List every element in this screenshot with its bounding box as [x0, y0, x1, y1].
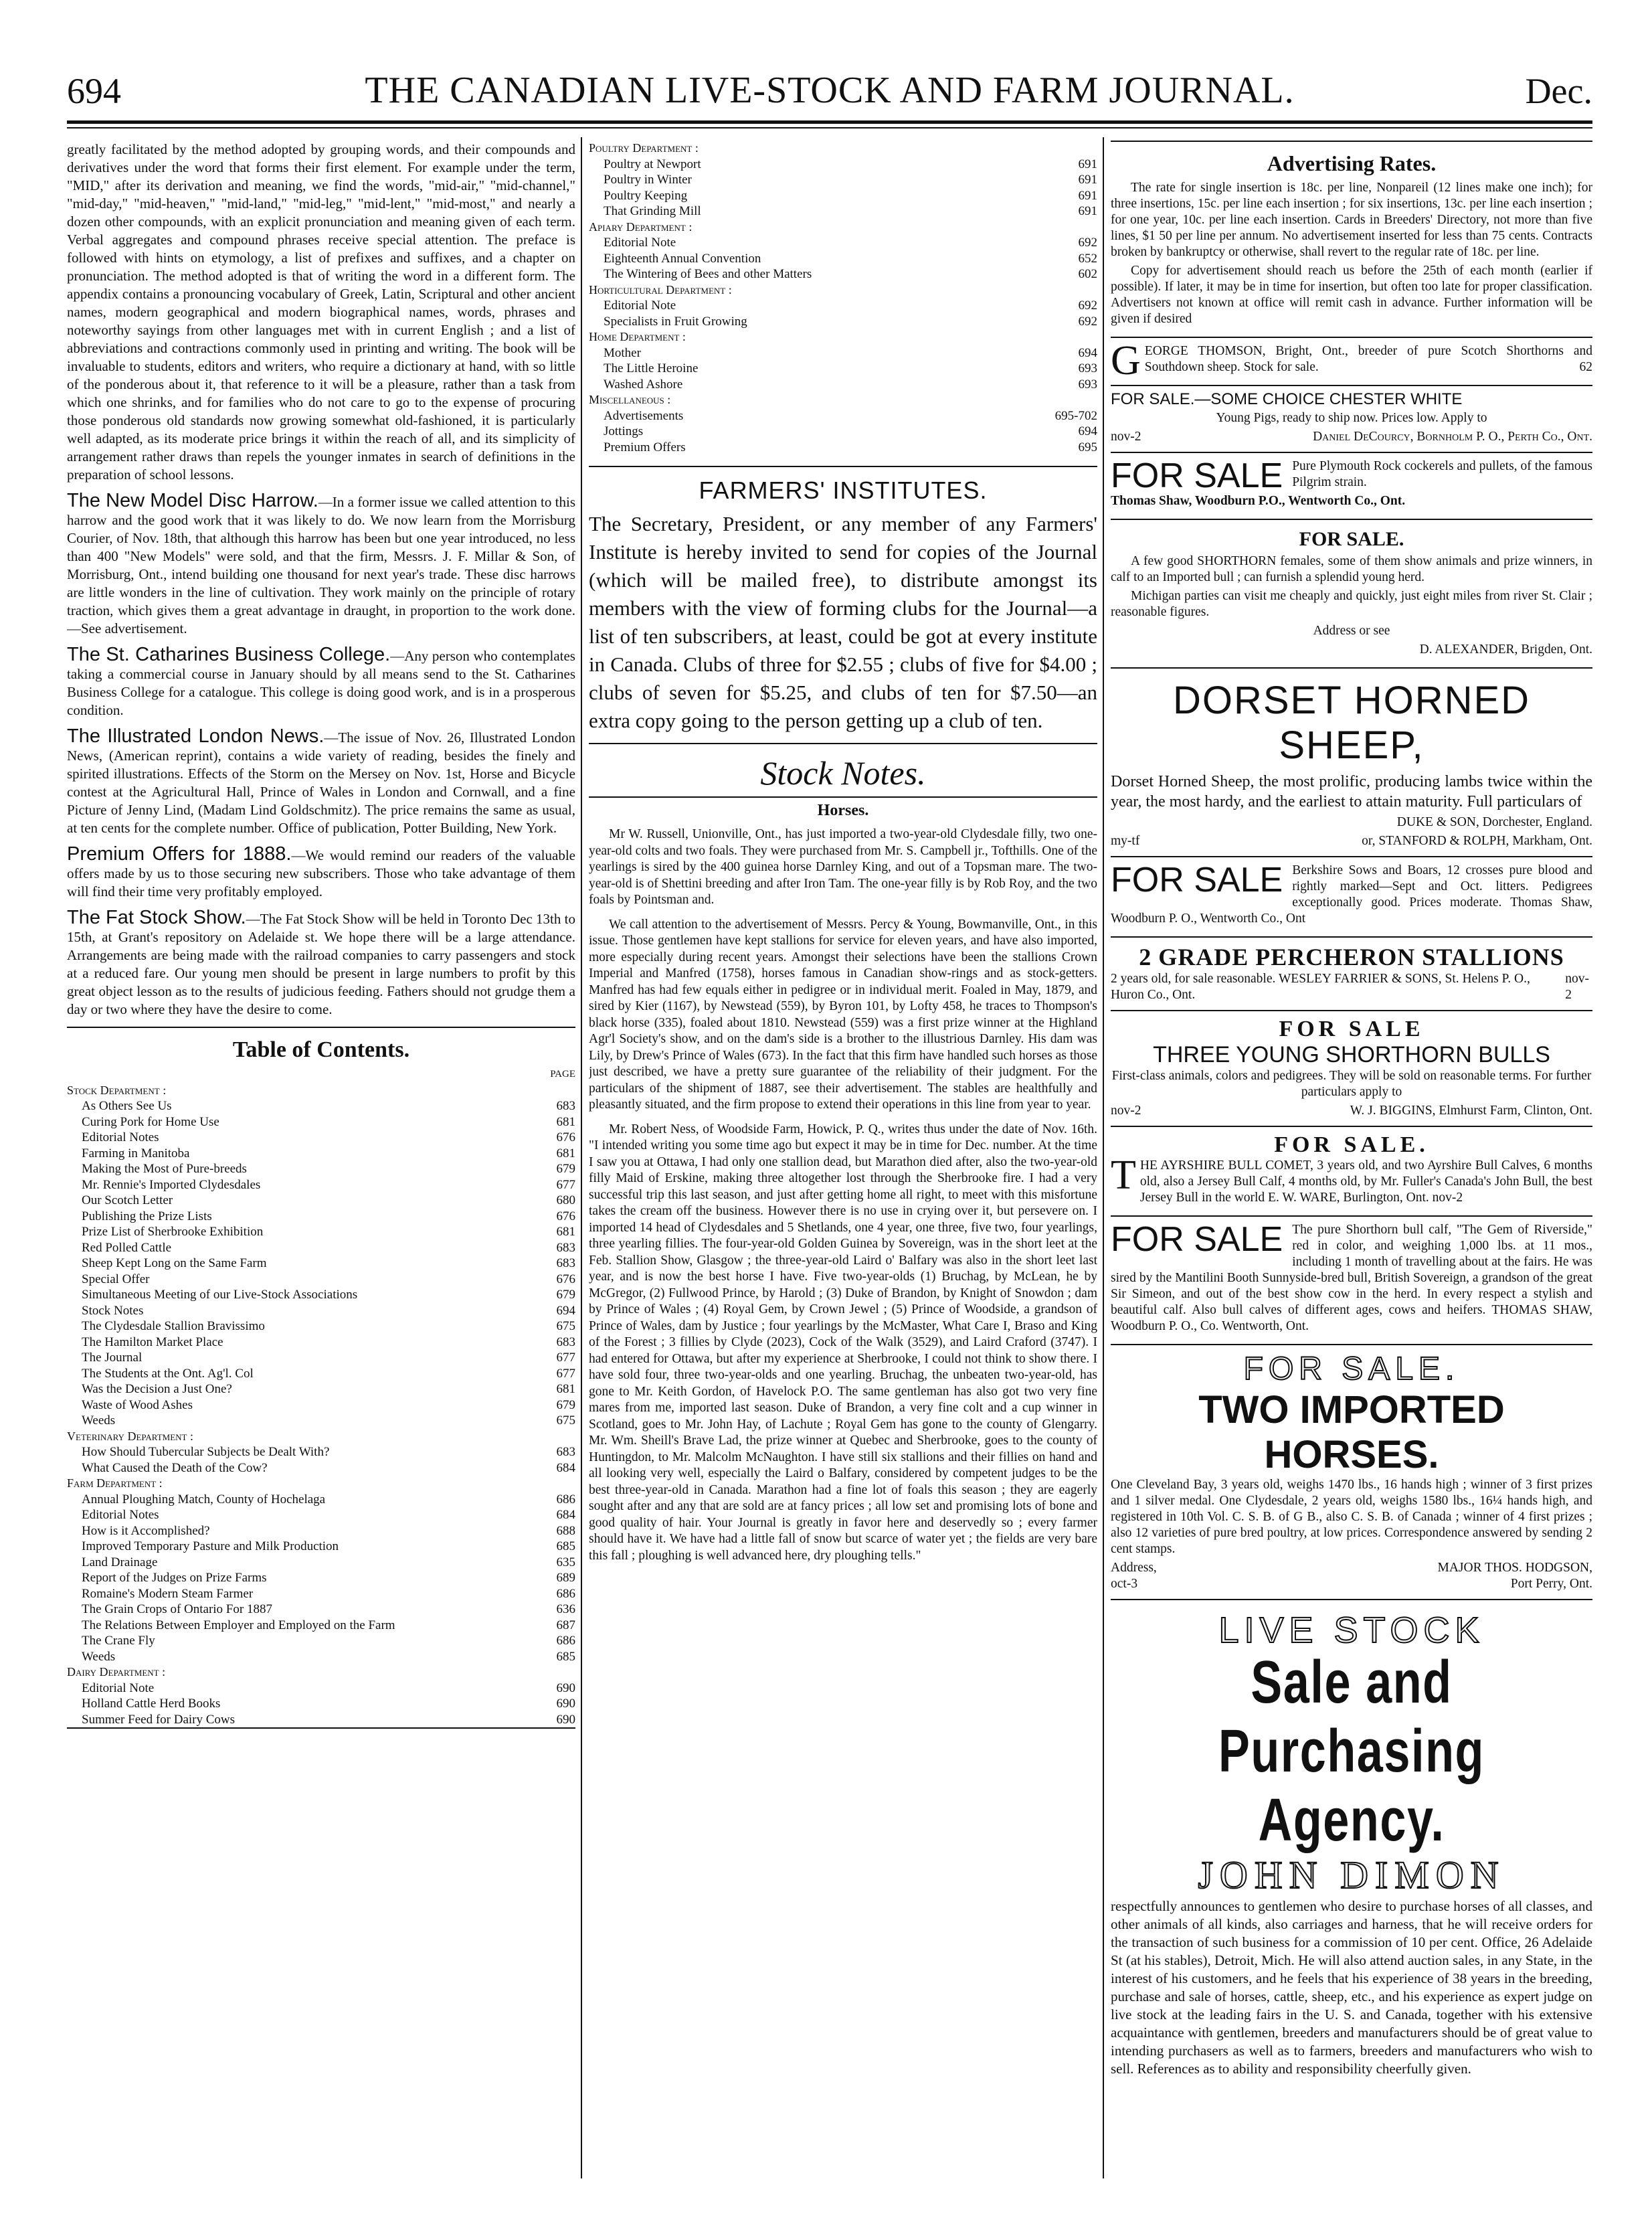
ad-heading: DORSET HORNED SHEEP, — [1172, 679, 1531, 767]
article-body: —The Fat Stock Show will be held in Toronto Dec 13th to 15th, at Grant's repository on Adelaide st. We hope there will be a large attendance. Arrangements are being made with the railroad companies to carry passengers and stock at a reduced fare. Our young men should be present in large numbers to profit by this great object lesson as to the results of judicious feeding. Fathers should not grudge them a day or two where they have the desire to come. — [67, 911, 575, 1017]
header-rule-thin — [67, 127, 1592, 128]
ware-ad — [1111, 1127, 1592, 1217]
toc-entry-page: 683 — [556, 1335, 575, 1349]
fatstock-article — [67, 909, 575, 1019]
toc-department: Farm Department : — [67, 1476, 163, 1490]
ad-heading: FOR SALE.—SOME CHOICE CHESTER WHITE — [1111, 390, 1463, 408]
toc-list-continued — [589, 141, 1097, 455]
toc-entry-title: Holland Cattle Herd Books — [82, 1697, 221, 1711]
ad-text: The pure Shorthorn bull calf, "The Gem of Riverside," red in color, and weighing 1,000 lbs. at 11 mos., including 1 month of travelling about at the fairs. He was sired by the Mantilini Booth Sunnyside-bred bull, British Sovereign, a grandson of the great Sir Simeon, and out of the best show cow in the herd. In every respect a stylish and beautiful calf. Also bull calves of different ages, cows and heifers. THOMAS SHAW, Woodburn P. O., Co. Wentworth, Ont. — [1111, 1223, 1592, 1333]
ad-text: Pure Plymouth Rock cockerels and pullets, of the famous Pilgrim strain. — [1292, 459, 1592, 489]
toc-entry — [67, 1335, 575, 1351]
toc-entry — [67, 1696, 575, 1712]
toc-entry-page: 695 — [1078, 440, 1097, 454]
toc-entry-title: The Little Heroine — [604, 361, 699, 375]
toc-entry — [67, 1586, 575, 1602]
toc-entry-title: What Caused the Death of the Cow? — [82, 1460, 268, 1475]
ad-text: A few good SHORTHORN females, some of them show animals and prize winners, in calf to an Imported bull ; can furnish a splendid young herd. — [1111, 554, 1592, 584]
left-column — [67, 141, 575, 1729]
column-divider — [1103, 137, 1104, 2178]
toc-entry-page: 691 — [1078, 173, 1097, 187]
toc-entry — [67, 1224, 575, 1240]
ad-subheading: TWO IMPORTED HORSES. — [1198, 1388, 1505, 1476]
toc-entry-title: Farming in Manitoba — [82, 1146, 190, 1160]
toc-entry — [67, 1098, 575, 1114]
toc-entry-page: 683 — [556, 1445, 575, 1459]
toc-entry-title: Eighteenth Annual Convention — [604, 251, 761, 266]
toc-entry-title: Jottings — [604, 424, 644, 438]
article-heading: The St. Catharines Business College. — [67, 644, 391, 665]
toc-entry-title: Mother — [604, 345, 641, 360]
for-sale-label: FOR SALE — [1111, 456, 1283, 495]
toc-entry-title: Stock Notes — [82, 1303, 144, 1318]
toc-entry — [589, 172, 1097, 188]
toc-entry-title: Advertisements — [604, 408, 684, 423]
toc-entry — [67, 1539, 575, 1555]
toc-entry-page: 690 — [556, 1712, 575, 1727]
dimon-ad — [1111, 1600, 1592, 2078]
toc-entry — [67, 1444, 575, 1460]
ad-place: oct-3 Port Perry, Ont. — [1111, 1577, 1592, 1591]
toc-entry-page: 683 — [556, 1240, 575, 1255]
toc-department: Dairy Department : — [67, 1665, 166, 1678]
toc-entry-title: Premium Offers — [604, 440, 686, 454]
toc-entry — [589, 235, 1097, 251]
toc-entry-title: Mr. Rennie's Imported Clydesdales — [82, 1177, 261, 1192]
toc-entry-page: 690 — [556, 1697, 575, 1711]
toc-entry-page: 679 — [556, 1397, 575, 1412]
toc-entry — [589, 298, 1097, 314]
toc-entry — [67, 1507, 575, 1523]
ness-note: Mr. Robert Ness, of Woodside Farm, Howick, P. Q., writes thus under the date of Nov. 16th. "I intended writing you some time ago but expect it may be in time for Dec. number. At the time I saw you at Ottawa, I had only one stallion dead, but Marathon died after, also the two-year-old filly Maid of Erskine, making three altogether lost through the Sherbrooke fire. I had a very successful trip this last season, and just after getting home all right, to meet with this misfortune takes the cream off the business. However there is no use in crying over it, but persevere on. I imported 14 head of Clydesdales and 5 Shetlands, one 4 year, one three, five two, four yearlings, three yearling fillies. The four-year-old Golden Guinea by Sovereign, was in the short leet at the Feb. Stallion Show, Glasgow ; the three-year-old Laird o' Balfary was also in the short leet last year, and is now the best horse I have. Five two-year-olds (1) Bruchag, by McLean, he by McGregor, (2) Fullwood Prince, by Harold ; (3) Duke of Brandon, by Knight of Snowdon ; dam by Prince of Wales ; (4) Royal Gem, by Crown Jewel ; (5) Prince of Woodside, a grandson of Prince of Wales, dam by Justice ; four yearlings by the McMaster, What Care I, Braso and King of the Forest ; 3 fillies by Clyde (2023), Cock of the Walk (3529), and Laird Craford (3747). I had entered for Ottawa, but after my experience at Sherbrooke, I could not think to show there. I have sold four, three two-year-olds and one yearling. Bruchag, the unbeaten two-year-old, has gone to Mr. Keith Gordon, of Havelock P.O. The same gentleman has also got two very fine mares from me, imported last season. Duke of Brandon, a very fine colt and a cup winner in Scotland, goes to Mr. John Hay, of Lachute ; Royal Gem has gone to the county of Glengarry. Mr. Wm. Sheill's Brave Lad, the prize winner at Quebec and Sherbrooke, goes to the county of Huntingdon, to Mr. Malcolm McNaughton. I have still six stallions and their fillies on hand and all looking very well, especially the Laird o Balfary, considered by competent judges to be the best three-year-old in Canada. Marathon had a fine lot of foals this season ; they are eagerly sought after and any that are sold are at fancy prices ; all low set and promising lots of bone and good quality of hair. Your Journal is greatly in favor here and deservedly so ; every farmer should have it. We have had a little fall of snow but scarce of water yet ; the fields are very bare this fall ; ploughing is well advanced here, dry ploughing tells." — [589, 1122, 1097, 1563]
toc-entry-page: 679 — [556, 1162, 575, 1176]
toc-entry — [589, 203, 1097, 220]
horses-heading: Horses. — [817, 802, 869, 819]
article-heading: The Illustrated London News. — [67, 725, 325, 747]
toc-entry-page: 686 — [556, 1586, 575, 1601]
toc-entry-page: 686 — [556, 1492, 575, 1507]
ad-signature: nov-2 W. J. BIGGINS, Elmhurst Farm, Clinton, Ont. — [1111, 1104, 1592, 1118]
toc-entry — [589, 408, 1097, 424]
toc-entry-page: 685 — [556, 1539, 575, 1553]
toc-entry — [67, 1618, 575, 1634]
dorset-ad — [1111, 669, 1592, 857]
toc-entry-page: 694 — [556, 1303, 575, 1318]
toc-entry — [67, 1193, 575, 1209]
article-body: —We would remind our readers of the valuable offers made by us to those securing new subscribers. Those who take advantage of them will find their time very profitably employed. — [67, 847, 575, 899]
toc-entry-title: Poultry at Newport — [604, 157, 701, 171]
toc-entry-page: 676 — [556, 1272, 575, 1286]
ad-signature: Thomas Shaw, Woodburn P.O., Wentworth Co., Ont. — [1111, 494, 1406, 508]
toc-entry-title: How is it Accomplished? — [82, 1523, 210, 1538]
toc-entry — [67, 1272, 575, 1288]
toc-entry-page: 676 — [556, 1130, 575, 1144]
alexander-ad — [1111, 520, 1592, 669]
toc-entry-page: 681 — [556, 1114, 575, 1129]
toc-entry-title: Annual Ploughing Match, County of Hochelaga — [82, 1492, 326, 1507]
toc-entry-page: 691 — [1078, 204, 1097, 218]
toc-entry-title: Editorial Note — [82, 1681, 155, 1695]
ad-text: Berkshire Sows and Boars, 12 crosses pure blood and rightly marked—Sept and Oct. litters. Pedigrees exceptionally good. Prices moderate. Thomas Shaw, Woodburn P. O., Wentworth Co., Ont — [1111, 863, 1592, 926]
toc-entry-title: Summer Feed for Dairy Cows — [82, 1712, 236, 1727]
institutes-title: FARMERS' INSTITUTES. — [699, 477, 988, 504]
article-heading: The New Model Disc Harrow. — [67, 490, 318, 511]
toc-entry-page: 691 — [1078, 157, 1097, 171]
toc-entry — [67, 1460, 575, 1476]
toc-entry — [67, 1350, 575, 1366]
toc-department: Stock Department : — [67, 1083, 167, 1097]
toc-title: Table of Contents. — [232, 1037, 410, 1062]
article-body: —The issue of Nov. 26, Illustrated London News, (American reprint), contains a wide variety of reading, besides the finely and spirited illustrations. Effects of the Storm on the Mersey on Nov. 1st, Horse and Bicycle contest at the Agricultural Hall, Prince of Wales in London and Cornwall, and a fine Picture of Jenny Lind, (Madam Lind Goldschmitz). The price remains the same as usual, at ten cents for the complete number. Office of publication, Potter Building, New York. — [67, 729, 575, 836]
toc-entry — [67, 1523, 575, 1539]
toc-entry-title: The Journal — [82, 1351, 143, 1365]
toc-entry-page: 686 — [556, 1634, 575, 1648]
toc-entry — [67, 1492, 575, 1508]
toc-entry — [589, 377, 1097, 393]
toc-entry-page: 683 — [556, 1099, 575, 1113]
for-sale-label: FOR SALE — [1111, 1220, 1283, 1259]
plymouth-ad — [1111, 453, 1592, 520]
toc-entry-page: 677 — [556, 1351, 575, 1365]
toc-entry-page: 681 — [556, 1146, 575, 1160]
toc-entry-title: Simultaneous Meeting of our Live-Stock Associations — [82, 1288, 358, 1302]
toc-entry-page: 675 — [556, 1319, 575, 1333]
toc-entry-page: 681 — [556, 1382, 575, 1396]
ad-subheading: THREE YOUNG SHORTHORN BULLS — [1153, 1042, 1550, 1067]
toc-department: Horticultural Department : — [589, 282, 732, 296]
toc-entry-title: Special Offer — [82, 1272, 150, 1286]
toc-entry-title: Prize List of Sherbrooke Exhibition — [82, 1225, 264, 1239]
article-heading: The Fat Stock Show. — [67, 907, 246, 928]
toc-entry-page: 683 — [556, 1256, 575, 1270]
biggins-ad — [1111, 1011, 1592, 1127]
toc-entry — [67, 1413, 575, 1429]
ad-subheading: Sale and Purchasing Agency. — [1218, 1649, 1485, 1854]
toc-entry-page: 693 — [1078, 361, 1097, 375]
toc-entry-title: The Grain Crops of Ontario For 1887 — [82, 1602, 272, 1616]
institutes-notice — [589, 466, 1097, 744]
ad-code: 62 — [1579, 360, 1592, 374]
toc-entry-title: Report of the Judges on Prize Farms — [82, 1571, 267, 1585]
toc-entry — [67, 1366, 575, 1382]
toc-entry-title: Washed Ashore — [604, 377, 683, 392]
ad-signature: Address, MAJOR THOS. HODGSON, — [1111, 1561, 1592, 1575]
toc-entry-title: Editorial Notes — [82, 1130, 159, 1144]
toc-entry-title: The Students at the Ont. Ag'l. Col — [82, 1366, 254, 1381]
shaw-bull-ad — [1111, 1217, 1592, 1345]
toc-entry-title: The Crane Fly — [82, 1634, 155, 1648]
harrow-article — [67, 492, 575, 638]
drop-cap: G — [1111, 338, 1141, 383]
toc-entry — [589, 345, 1097, 361]
toc-entry-page: 684 — [556, 1460, 575, 1475]
stock-notes-title: Stock Notes. — [760, 754, 926, 792]
toc-department: Home Department : — [589, 330, 686, 343]
toc-page-label: PAGE — [550, 1069, 575, 1080]
toc-entry — [67, 1287, 575, 1303]
toc-entry-title: Waste of Wood Ashes — [82, 1397, 193, 1412]
ad-text: 2 years old, for sale reasonable. WESLEY FARRIER & SONS, St. Helens P. O., Huron Co., Ont. nov-2 — [1111, 972, 1589, 1002]
toc-entry — [67, 1681, 575, 1697]
toc-entry — [67, 1303, 575, 1319]
thomson-ad — [1111, 338, 1592, 386]
college-article — [67, 646, 575, 719]
ad-heading: LIVE STOCK — [1218, 1610, 1485, 1650]
toc-entry-page: 690 — [556, 1681, 575, 1695]
article-body: —In a former issue we called attention to this harrow and the good work that it was likely to do. We now learn from the Morrisburg Courier, of Nov. 18th, that although this harrow has been but one year introduced, no less than 400 "New Models" were sold, and that the firm, Messrs. J. F. Millar & Son, of Morrisburg, Ont., intend building one thousand for next year's trade. These disc harrows are little wonders in the line of cultivation. They work mainly on the principle of rotary traction, which gives them a great advantage in draught, in proportion to the work done. —See advertisement. — [67, 494, 575, 636]
toc-department: Miscellaneous : — [589, 393, 671, 406]
toc-entry-page: 677 — [556, 1177, 575, 1192]
toc-entry-title: Curing Pork for Home Use — [82, 1114, 219, 1129]
toc-entry — [67, 1570, 575, 1586]
toc-list — [67, 1067, 575, 1727]
ad-text: GEORGE THOMSON, Bright, Ont., breeder of pure Scotch Shorthorns and Southdown sheep. Stock for sale. 62 — [1111, 338, 1592, 383]
drop-cap: T — [1111, 1152, 1136, 1198]
ad-heading: 2 GRADE PERCHERON STALLIONS — [1139, 944, 1564, 970]
toc-entry-title: Editorial Note — [604, 298, 676, 313]
ad-text: THE AYRSHIRE BULL COMET, 3 years old, and two Ayrshire Bull Calves, 6 months old, also a Jersey Bull Calf, 4 months old, by Mr. Fuller's Canada's John Bull, the best Jersey Bull in the world E. W. WARE, Burlington, Ont. nov-2 — [1111, 1152, 1592, 1205]
toc-entry-page: 692 — [1078, 236, 1097, 250]
toc-entry — [67, 1130, 575, 1146]
column-divider — [581, 137, 582, 2178]
toc-entry — [67, 1602, 575, 1618]
toc-department: Poultry Department : — [589, 141, 699, 155]
toc-entry-title: The Clydesdale Stallion Bravissimo — [82, 1319, 265, 1333]
toc-entry — [67, 1240, 575, 1256]
toc-entry — [67, 1177, 575, 1193]
ad-text: First-class animals, colors and pedigrees. They will be sold on reasonable terms. For further particulars apply to — [1111, 1069, 1592, 1099]
ad-signature-2: my-tf or, STANFORD & ROLPH, Markham, Ont. — [1111, 834, 1592, 848]
toc-entry-page: 677 — [556, 1366, 575, 1381]
toc-entry-title: Red Polled Cattle — [82, 1240, 172, 1255]
ad-text: Dorset Horned Sheep, the most prolific, producing lambs twice within the year, the most hardy, and the earliest to attain maturity. Full particulars of — [1111, 773, 1592, 810]
for-sale-label: FOR SALE — [1111, 861, 1283, 899]
toc-entry-title: Land Drainage — [82, 1555, 158, 1569]
russell-note: Mr W. Russell, Unionville, Ont., has just imported a two-year-old Clydesdale filly, two one-year-old colts and two foals. They were purchased from Mr. S. Campbell jr., Tofthills. One of the yearlings is sired by the 400 guinea horse Darnley King, and out of a Topsman mare. The two-year-old is of Shettini breeding and after Iron Tam. The one-year filly is by Rob Roy, and the two foals by Pointsman and. — [589, 827, 1097, 907]
toc-entry — [589, 251, 1097, 267]
toc-entry-title: Making the Most of Pure-breeds — [82, 1162, 247, 1176]
toc-entry — [589, 440, 1097, 456]
ad-text: respectfully announces to gentlemen who desire to purchase horses of all classes, and other animals of all kinds, also carriages and harness, that he will receive orders for the transaction of such business for a commission of 10 per cent. Office, 26 Adelaide St (at his stables), Detroit, Mich. He will also attend auction sales, in any State, in the interest of his customers, and he feels that his experience of 38 years in the breeding, purchase and sale of horses, cattle, sheep, etc., and his experience as expert judge on live stock at the leading fairs in the U. S. and Canada, together with his extensive acquaintance with gentlemen, breeders and manufacturers should be of great value to intending purchasers as well as to farmers, breeders and manufacturers who wish to sell. References as to ability and responsibility cheerfully given. — [1111, 1898, 1592, 2077]
toc-entry — [67, 1712, 575, 1728]
toc-entry-page: 688 — [556, 1523, 575, 1538]
ad-text: One Cleveland Bay, 3 years old, weighs 1470 lbs., 16 hands high ; winner of 3 first prizes and 1 silver medal. One Clydesdale, 2 years old, weighs 1580 lbs., 16¼ hands high, and registered in 10th Vol. C. S. B. of G B., also C. S. B. of Canada ; winner of 4 first prizes ; also 12 varieties of pure bred poultry, at low prices. Correspondence answered by sending 2 cent stamps. — [1111, 1478, 1592, 1556]
ad-heading: FOR SALE. — [1274, 1132, 1429, 1157]
article-body: —Any person who contemplates taking a commercial course in January should by all means send to the St. Catharines Business College for a catalogue. This college is doing good work, and is in a prosperous condition. — [67, 648, 575, 718]
toc-entry-title: Editorial Notes — [82, 1508, 159, 1522]
toc-department: Veterinary Department : — [67, 1429, 193, 1443]
toc-entry-page: 687 — [556, 1618, 575, 1632]
toc-entry — [67, 1318, 575, 1335]
issue-month: Dec. — [1525, 71, 1592, 111]
toc-entry — [589, 361, 1097, 377]
toc-entry-title: Our Scotch Letter — [82, 1193, 173, 1207]
chester-ad — [1111, 386, 1592, 453]
toc-entry-title: Specialists in Fruit Growing — [604, 314, 747, 329]
toc-entry-title: Weeds — [82, 1649, 116, 1664]
toc-entry-title: Weeds — [82, 1413, 116, 1428]
toc-entry-title: Poultry Keeping — [604, 188, 688, 203]
dictionary-review: greatly facilitated by the method adopted by grouping words, and their compounds and derivatives under the word that forms their first element. For example under the term, "MID," after its derivation and meaning, we find the words, "mid-air," "mid-channel," "mid-day," "mid-heaven," "mid-land," "mid-leg," "mid-lent," "mid-most," and nearly a dozen other compounds, with an explicit pronunciation and meaning given of each term. Verbal aggregates and compound phrases receive special attention. The preface is followed with hints on etymology, a list of prefixes and suffixes, and a chapter on pronunciation. The method adopted is that of writing the word in a different form. The appendix contains a pronouncing vocabulary of Greek, Latin, Scriptural and other ancient names, modern geographical and modern biographical names, words, phrases and noteworthy sayings from other languages met with in current English ; and a list of abbreviations and contractions commonly used in printing and writing. The book will be invaluable to students, editors and writers, who require a dictionary at hand, with so little of the ponderous about it, that reference to it will be a pleasure, rather than a task from which one shrinks, and for families who do not care to go to the expense of procuring those ponderous old standards now growing somewhat old-fashioned, it is particularly well adapted, as its moderate price brings it within the reach of all, and its simplicity of arrangement rather draws than repels the younger inmates in search of definitions in the preparation of school lessons. — [67, 141, 575, 483]
rates-text-2: Copy for advertisement should reach us before the 25th of each month (earlier if possible). If later, it may be in time for insertion, but often too late for proper classification. Advertisers not known at office will remit cash in advance. Further information will be given if desired — [1111, 264, 1592, 326]
toc-entry-page: 681 — [556, 1225, 575, 1239]
toc-entry-page: 694 — [1078, 424, 1097, 438]
toc-entry-page: 635 — [556, 1555, 575, 1569]
header-rule — [67, 120, 1592, 124]
ad-address: Address or see — [1313, 624, 1390, 638]
right-column — [1111, 141, 1592, 2086]
toc-entry-page: 692 — [1078, 298, 1097, 313]
toc-entry-title: That Grinding Mill — [604, 204, 701, 218]
toc-entry-page: 636 — [556, 1602, 575, 1616]
toc-entry-title: How Should Tubercular Subjects be Dealt With? — [82, 1445, 330, 1459]
toc-entry-title: The Relations Between Employer and Employed on the Farm — [82, 1618, 395, 1632]
journal-title: THE CANADIAN LIVE-STOCK AND FARM JOURNAL. — [365, 70, 1295, 111]
toc-entry-page: 675 — [556, 1413, 575, 1428]
page-number: 694 — [67, 71, 121, 111]
toc-entry — [589, 314, 1097, 330]
toc-entry-page: 695-702 — [1054, 408, 1097, 423]
toc-entry-page: 685 — [556, 1649, 575, 1664]
toc-entry — [67, 1209, 575, 1225]
toc-entry — [67, 1146, 575, 1162]
toc-entry-title: Romaine's Modern Steam Farmer — [82, 1586, 254, 1601]
toc-entry-title: Poultry in Winter — [604, 173, 692, 187]
premium-article — [67, 845, 575, 901]
toc-entry — [67, 1397, 575, 1413]
toc-entry-title: Sheep Kept Long on the Same Farm — [82, 1256, 267, 1270]
ad-text: Young Pigs, ready to ship now. Prices low. Apply to — [1216, 411, 1487, 425]
toc-entry-page: 679 — [556, 1288, 575, 1302]
ad-heading: FOR SALE. — [1243, 1351, 1460, 1387]
hodgson-ad — [1111, 1345, 1592, 1600]
institutes-text: The Secretary, President, or any member of any Farmers' Institute is hereby invited to send for copies of the Journal (which will be mailed free), to distribute amongst its members with the view of forming clubs for the Journal—a list of ten subscribers, at least, could be got at every institute in Canada. Clubs of three for $2.55 ; clubs of five for $4.00 ; clubs of seven for $5.25, and clubs of ten for $7.50—an extra copy going to the person getting up a club of ten. — [589, 512, 1097, 732]
section-rule — [589, 796, 1097, 798]
berkshire-ad — [1111, 857, 1592, 938]
toc-entry-page: 694 — [1078, 345, 1097, 360]
ad-signature: DUKE & SON, Dorchester, England. — [1396, 815, 1592, 829]
toc-entry — [589, 266, 1097, 282]
toc-entry-page: 693 — [1078, 377, 1097, 392]
toc-entry-title: The Hamilton Market Place — [82, 1335, 223, 1349]
rates-text: The rate for single insertion is 18c. per line, Nonpareil (12 lines make one inch); for three insertions, 15c. per line each insertion ; for six insertions, 13c. per line each insertion ; for one year, 10c. per line each insertion. Cards in Breeders' Directory, not more than five lines, $1 50 per line per annum. No advertisement inserted for less than 75 cents. Contracts broken by bankruptcy or otherwise, shall revert to the regular rate of 18c. per line. — [1111, 181, 1592, 259]
rates-title: Advertising Rates. — [1267, 151, 1437, 175]
ad-heading: FOR SALE. — [1299, 528, 1404, 550]
toc-entry-page: 691 — [1078, 188, 1097, 203]
toc-entry — [67, 1633, 575, 1649]
ad-heading: FOR SALE — [1279, 1017, 1425, 1041]
article-heading: Premium Offers for 1888. — [67, 843, 292, 865]
ad-name: JOHN DIMON — [1198, 1853, 1505, 1897]
ad-signature: D. ALEXANDER, Brigden, Ont. — [1419, 642, 1592, 657]
page-header — [67, 64, 1592, 117]
toc-entry — [67, 1114, 575, 1130]
toc-entry-title: Improved Temporary Pasture and Milk Production — [82, 1539, 339, 1553]
toc-entry — [67, 1649, 575, 1665]
stock-notes-body — [589, 827, 1097, 1564]
middle-column — [589, 141, 1097, 1572]
toc-entry-page: 676 — [556, 1209, 575, 1223]
toc-entry-page: 692 — [1078, 314, 1097, 329]
toc-entry-title: The Wintering of Bees and other Matters — [604, 267, 812, 281]
ad-signature: nov-2 Daniel DeCourcy, Bornholm P. O., Perth Co., Ont. — [1111, 430, 1592, 444]
toc-section — [67, 1027, 575, 1729]
toc-department: Apiary Department : — [589, 220, 693, 234]
advertising-rates — [1111, 141, 1592, 338]
toc-entry-page: 684 — [556, 1508, 575, 1522]
percy-young-note: We call attention to the advertisement of Messrs. Percy & Young, Bowmanville, Ont., in this issue. Those gentlemen have kept stallions for service for eleven years, and have also imported, more especially during recent years. Amongst their selections have been the stallions Crown Imperial and Manfred (1758), horses famous in Canadian show-rings and as stock-getters. Manfred has had few equals either in pedigree or in individual merit. Foaled in May, 1879, and sired by Kier (1167), by Newstead (559), by Byron 101, by Lofty 458, he traces to Thompson's black horse (335), foaled about 1810. Newstead (559) was a first prize winner at the Highland Agr'l Society's show, and on the dam's side is a brother to the illustrious Darnley. His dam was Lily, by Drew's Prince of Wales (673). In the fact that this firm have handled such horses as those just described, we have a pretty sure guarantee of the reliability of their judgment. For the particulars of the shipment of 1887, see their advertisement. The stables are healthfully and pleasantly situated, and the firm propose to extend their operations in this line from year to year. — [589, 917, 1097, 1112]
toc-entry — [67, 1381, 575, 1397]
toc-entry-page: 689 — [556, 1571, 575, 1585]
toc-entry-page: 680 — [556, 1193, 575, 1207]
toc-entry — [67, 1161, 575, 1177]
toc-entry-page: 602 — [1078, 267, 1097, 281]
toc-entry-page: 652 — [1078, 251, 1097, 266]
toc-entry — [67, 1555, 575, 1571]
toc-entry — [589, 188, 1097, 204]
toc-entry-title: As Others See Us — [82, 1099, 172, 1113]
toc-entry-title: Publishing the Prize Lists — [82, 1209, 212, 1223]
percheron-ad — [1111, 938, 1592, 1011]
toc-entry — [589, 424, 1097, 440]
ad-text-2: Michigan parties can visit me cheaply and quickly, just eight miles from river St. Clair ; reasonable figures. — [1111, 589, 1592, 619]
news-article — [67, 727, 575, 837]
toc-entry-title: Was the Decision a Just One? — [82, 1382, 232, 1396]
toc-entry-title: Editorial Note — [604, 236, 676, 250]
toc-entry — [589, 157, 1097, 173]
toc-entry — [67, 1256, 575, 1272]
